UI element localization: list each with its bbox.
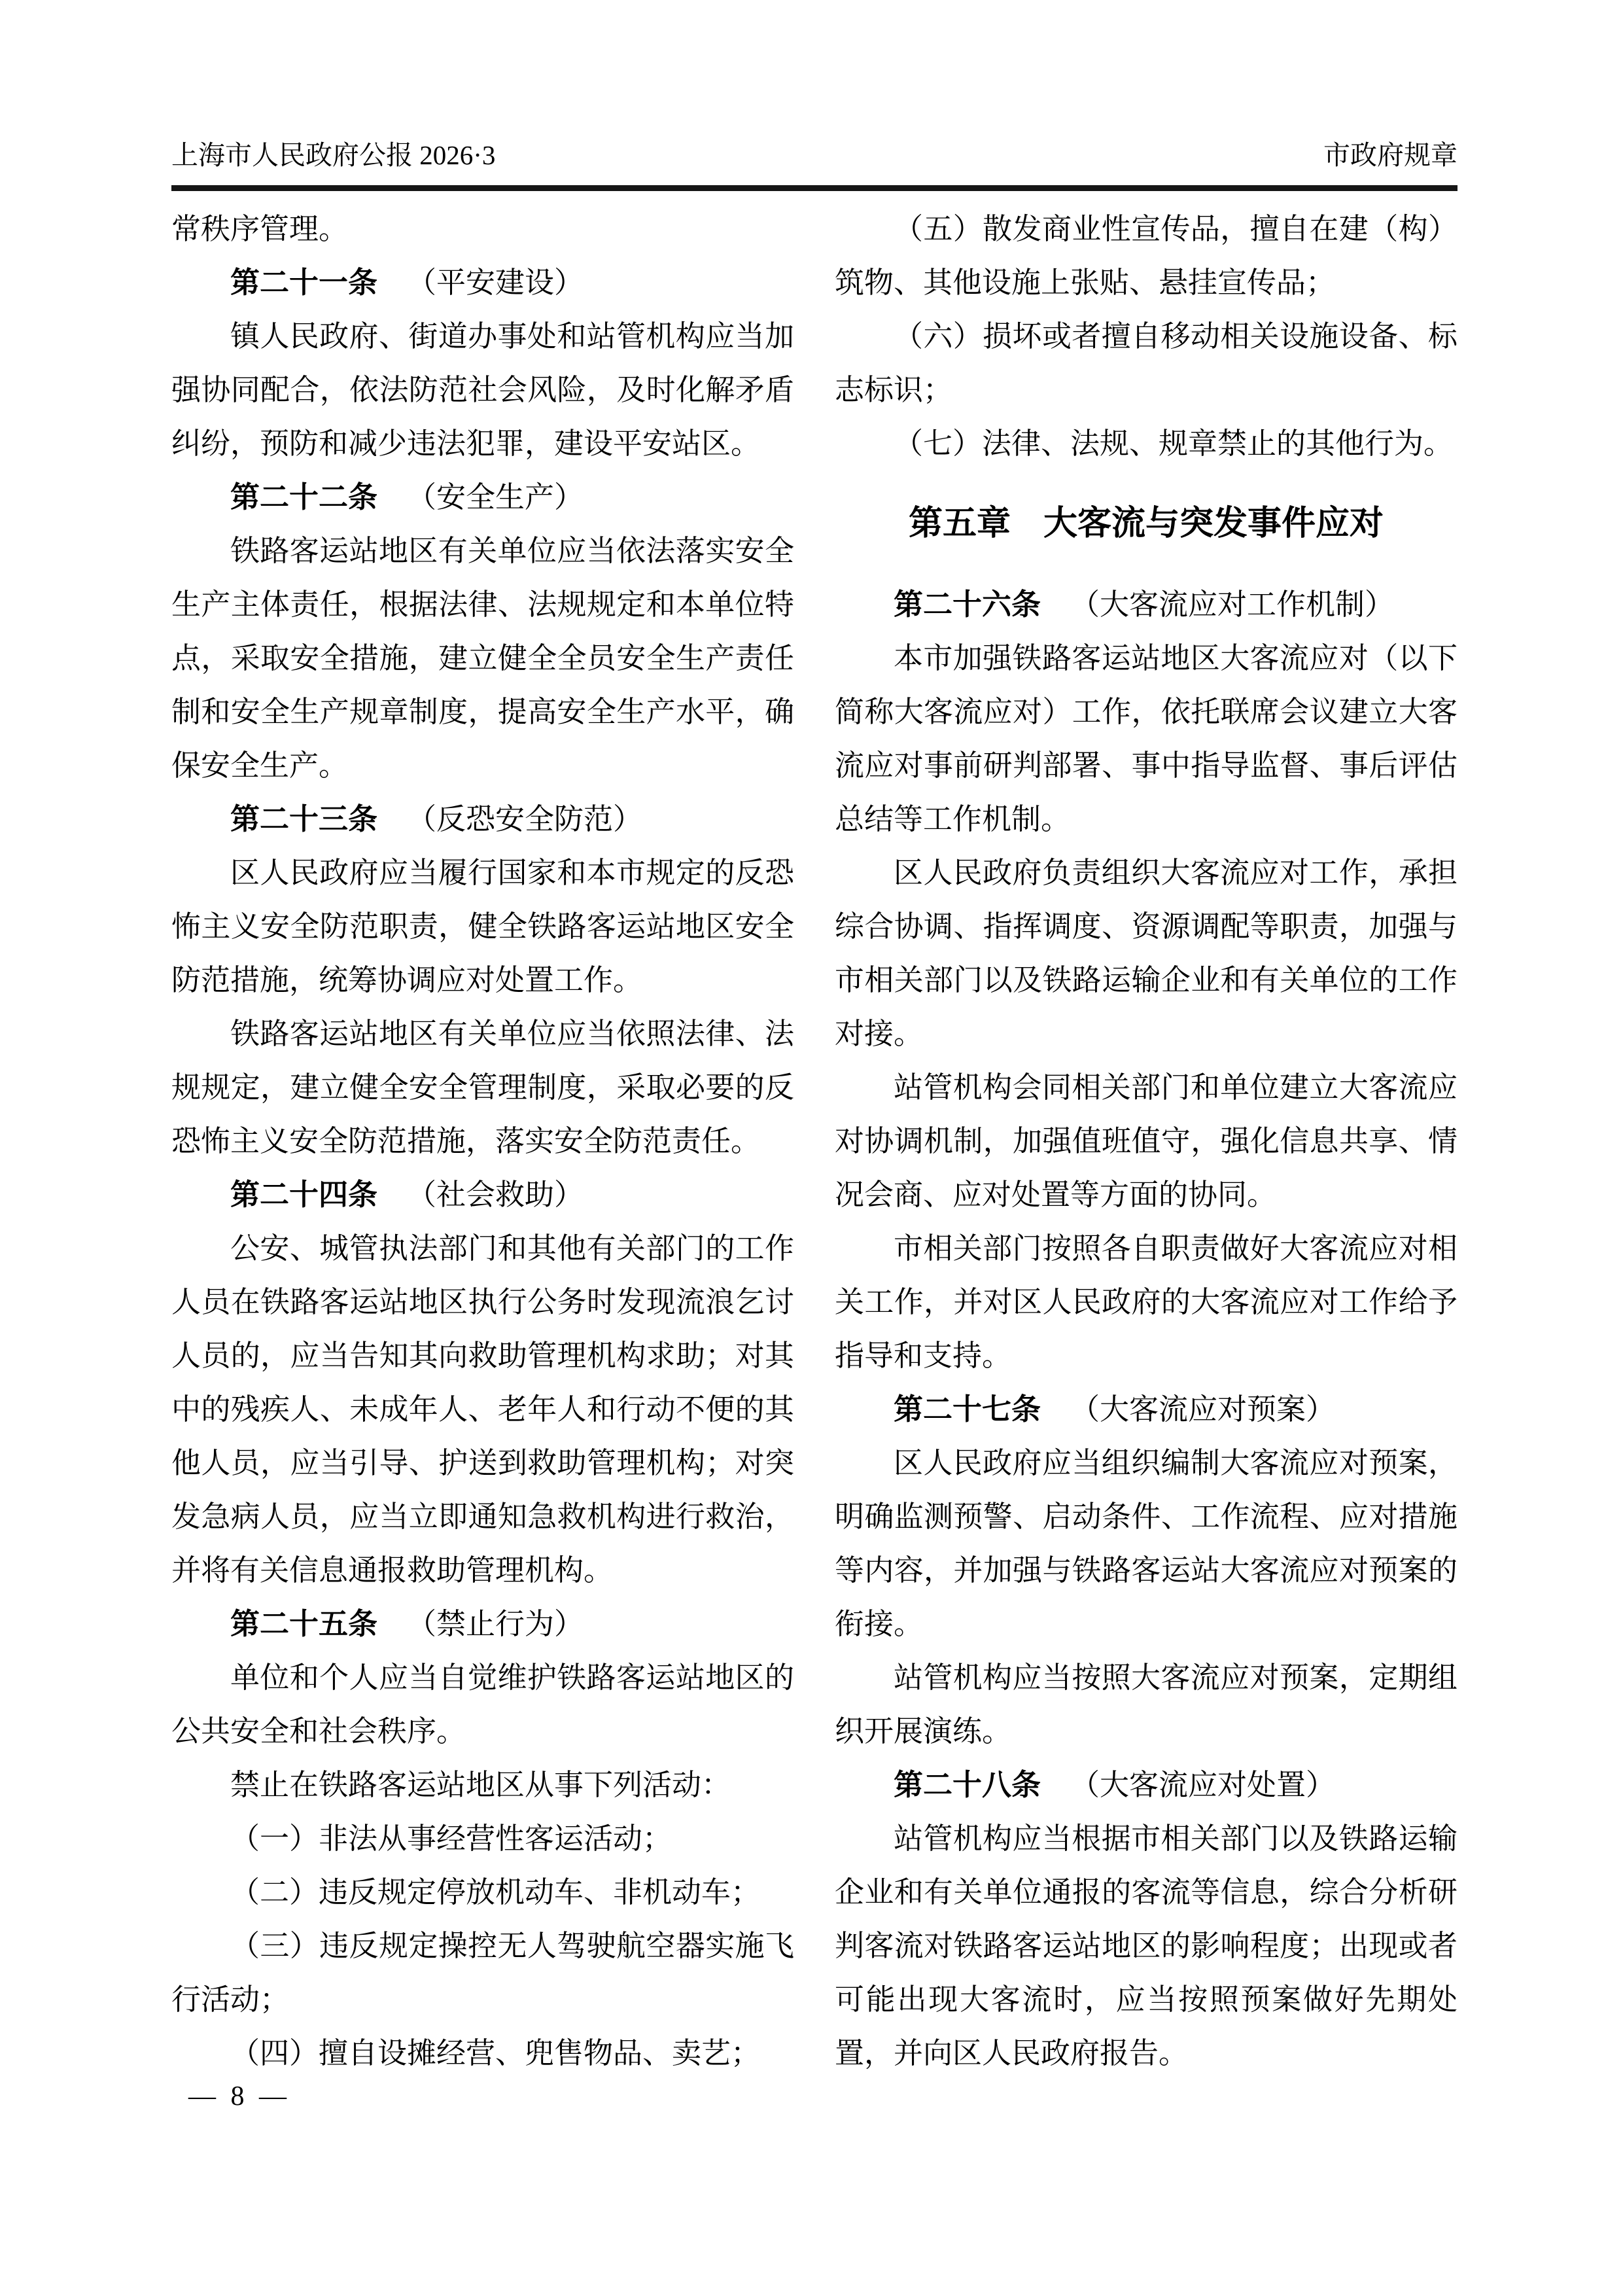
text-line: 铁路客运站地区有关单位应当依照法律、法 — [230, 1017, 794, 1050]
text-line: 中的残疾人、未成年人、老年人和行动不便的其 — [171, 1393, 794, 1426]
text-line: 本市加强铁路客运站地区大客流应对（以下 — [894, 642, 1457, 675]
text-line: 等内容，并加强与铁路客运站大客流应对预案的 — [835, 1554, 1457, 1587]
article-number: 第二十六条 — [894, 588, 1041, 621]
text-line: （四）擅自设摊经营、兜售物品、卖艺； — [230, 2037, 761, 2070]
text-line: 并将有关信息通报救助管理机构。 — [171, 1554, 614, 1587]
text-line: 对接。 — [835, 1017, 924, 1050]
text-line: 规规定，建立健全安全管理制度，采取必要的反 — [171, 1071, 794, 1104]
text-line: 公安、城管执法部门和其他有关部门的工作 — [230, 1232, 794, 1265]
article-number: 第二十二条 — [230, 480, 378, 514]
text-line: （七）法律、法规、规章禁止的其他行为。 — [894, 427, 1454, 460]
text-line: 区人民政府应当组织编制大客流应对预案， — [894, 1447, 1457, 1479]
article-heading — [171, 1168, 794, 1222]
text-line: （一）非法从事经营性客运活动； — [230, 1822, 672, 1855]
article-title: （大客流应对处置） — [1070, 1769, 1336, 1801]
text-line: 人员的，应当告知其向救助管理机构求助；对其 — [171, 1339, 794, 1372]
header-rule — [171, 185, 1457, 191]
text-line: 站管机构应当根据市相关部门以及铁路运输 — [894, 1822, 1457, 1855]
text-line: 区人民政府应当履行国家和本市规定的反恐 — [230, 857, 794, 889]
page-number: — 8 — — [188, 2081, 290, 2111]
text-line: 置，并向区人民政府报告。 — [835, 2037, 1189, 2070]
text-line: 指导和支持。 — [835, 1339, 1012, 1372]
text-line: 区人民政府负责组织大客流应对工作，承担 — [894, 857, 1457, 889]
article-title: （安全生产） — [407, 481, 584, 514]
article-title: （社会救助） — [407, 1178, 584, 1211]
text-line: 单位和个人应当自觉维护铁路客运站地区的 — [230, 1661, 794, 1694]
article-title: （反恐安全防范） — [407, 803, 643, 836]
article-number: 第二十七条 — [894, 1392, 1041, 1426]
text-line: 铁路客运站地区有关单位应当依法落实安全 — [230, 535, 794, 567]
text-line: 人员在铁路客运站地区执行公务时发现流浪乞讨 — [171, 1286, 794, 1318]
text-line: 他人员，应当引导、护送到救助管理机构；对突 — [171, 1447, 794, 1479]
text-line: 常秩序管理。 — [171, 213, 349, 245]
chapter-heading — [835, 470, 1457, 578]
article-heading — [835, 1383, 1457, 1436]
text-line: 关工作，并对区人民政府的大客流应对工作给予 — [835, 1286, 1457, 1318]
text-line: 点，采取安全措施，建立健全全员安全生产责任 — [171, 642, 794, 675]
text-line: （二）违反规定停放机动车、非机动车； — [230, 1876, 761, 1909]
text-line: 志标识； — [835, 374, 953, 406]
text-line: 纠纷，预防和减少违法犯罪，建设平安站区。 — [171, 427, 761, 460]
text-line: （五）散发商业性宣传品，擅自在建（构） — [894, 213, 1457, 245]
article-heading — [171, 470, 794, 524]
article-heading — [835, 578, 1457, 631]
header-publication-title: 上海市人民政府公报 2026·3 — [171, 140, 496, 170]
text-line: 衔接。 — [835, 1608, 924, 1640]
article-title: （大客流应对预案） — [1070, 1393, 1336, 1426]
text-line: 流应对事前研判部署、事中指导监督、事后评估 — [835, 749, 1457, 782]
text-line: 企业和有关单位通报的客流等信息，综合分析研 — [835, 1876, 1457, 1909]
article-number: 第二十五条 — [230, 1607, 378, 1640]
chapter-number: 第五章 — [908, 505, 1011, 542]
text-line: 保安全生产。 — [171, 749, 349, 782]
text-line: 综合协调、指挥调度、资源调配等职责，加强与 — [835, 910, 1457, 943]
text-line: 制和安全生产规章制度，提高安全生产水平，确 — [171, 696, 794, 728]
text-line: 筑物、其他设施上张贴、悬挂宣传品； — [835, 266, 1336, 299]
text-line: （六）损坏或者擅自移动相关设施设备、标 — [894, 320, 1457, 353]
page-header — [171, 139, 1457, 171]
article-number: 第二十一条 — [230, 266, 378, 299]
text-line: 站管机构会同相关部门和单位建立大客流应 — [894, 1071, 1457, 1104]
text-line: 怖主义安全防范职责，健全铁路客运站地区安全 — [171, 910, 794, 943]
right-column — [835, 202, 1457, 2080]
text-line: 简称大客流应对）工作，依托联席会议建立大客 — [835, 696, 1457, 728]
article-heading — [171, 1597, 794, 1651]
text-line: 判客流对铁路客运站地区的影响程度；出现或者 — [835, 1930, 1457, 1962]
text-line: 恐怖主义安全防范措施，落实安全防范责任。 — [171, 1125, 761, 1157]
text-line: 明确监测预警、启动条件、工作流程、应对措施 — [835, 1500, 1457, 1533]
article-title: （禁止行为） — [407, 1608, 584, 1640]
text-line: 发急病人员，应当立即通知急救机构进行救治， — [171, 1500, 794, 1533]
text-line: 织开展演练。 — [835, 1715, 1012, 1748]
text-line: 公共安全和社会秩序。 — [171, 1715, 466, 1748]
article-number: 第二十三条 — [230, 802, 378, 836]
text-line: 防范措施，统筹协调应对处置工作。 — [171, 964, 643, 997]
header-section-title: 市政府规章 — [1323, 140, 1457, 170]
text-line: 总结等工作机制。 — [835, 803, 1071, 836]
text-line: 可能出现大客流时，应当按照预案做好先期处 — [835, 1983, 1457, 2016]
text-line: 生产主体责任，根据法律、法规规定和本单位特 — [171, 588, 794, 621]
chapter-title: 大客流与突发事件应对 — [1043, 505, 1384, 542]
article-number: 第二十八条 — [894, 1768, 1041, 1801]
article-heading — [171, 792, 794, 846]
article-heading — [171, 256, 794, 309]
article-number: 第二十四条 — [230, 1178, 378, 1211]
text-line: 行活动； — [171, 1983, 290, 2016]
text-line: 禁止在铁路客运站地区从事下列活动： — [230, 1769, 731, 1801]
article-title: （大客流应对工作机制） — [1070, 588, 1395, 621]
text-line: （三）违反规定操控无人驾驶航空器实施飞 — [230, 1930, 794, 1962]
text-line: 市相关部门以及铁路运输企业和有关单位的工作 — [835, 964, 1457, 997]
left-column — [171, 202, 794, 2080]
text-line: 强协同配合，依法防范社会风险，及时化解矛盾 — [171, 374, 794, 406]
text-line: 况会商、应对处置等方面的协同。 — [835, 1178, 1277, 1211]
text-line: 对协调机制，加强值班值守，强化信息共享、情 — [835, 1125, 1457, 1157]
text-line: 站管机构应当按照大客流应对预案，定期组 — [894, 1661, 1457, 1694]
article-heading — [835, 1758, 1457, 1812]
article-title: （平安建设） — [407, 266, 584, 299]
text-line: 市相关部门按照各自职责做好大客流应对相 — [894, 1232, 1457, 1265]
text-line: 镇人民政府、街道办事处和站管机构应当加 — [230, 320, 794, 353]
